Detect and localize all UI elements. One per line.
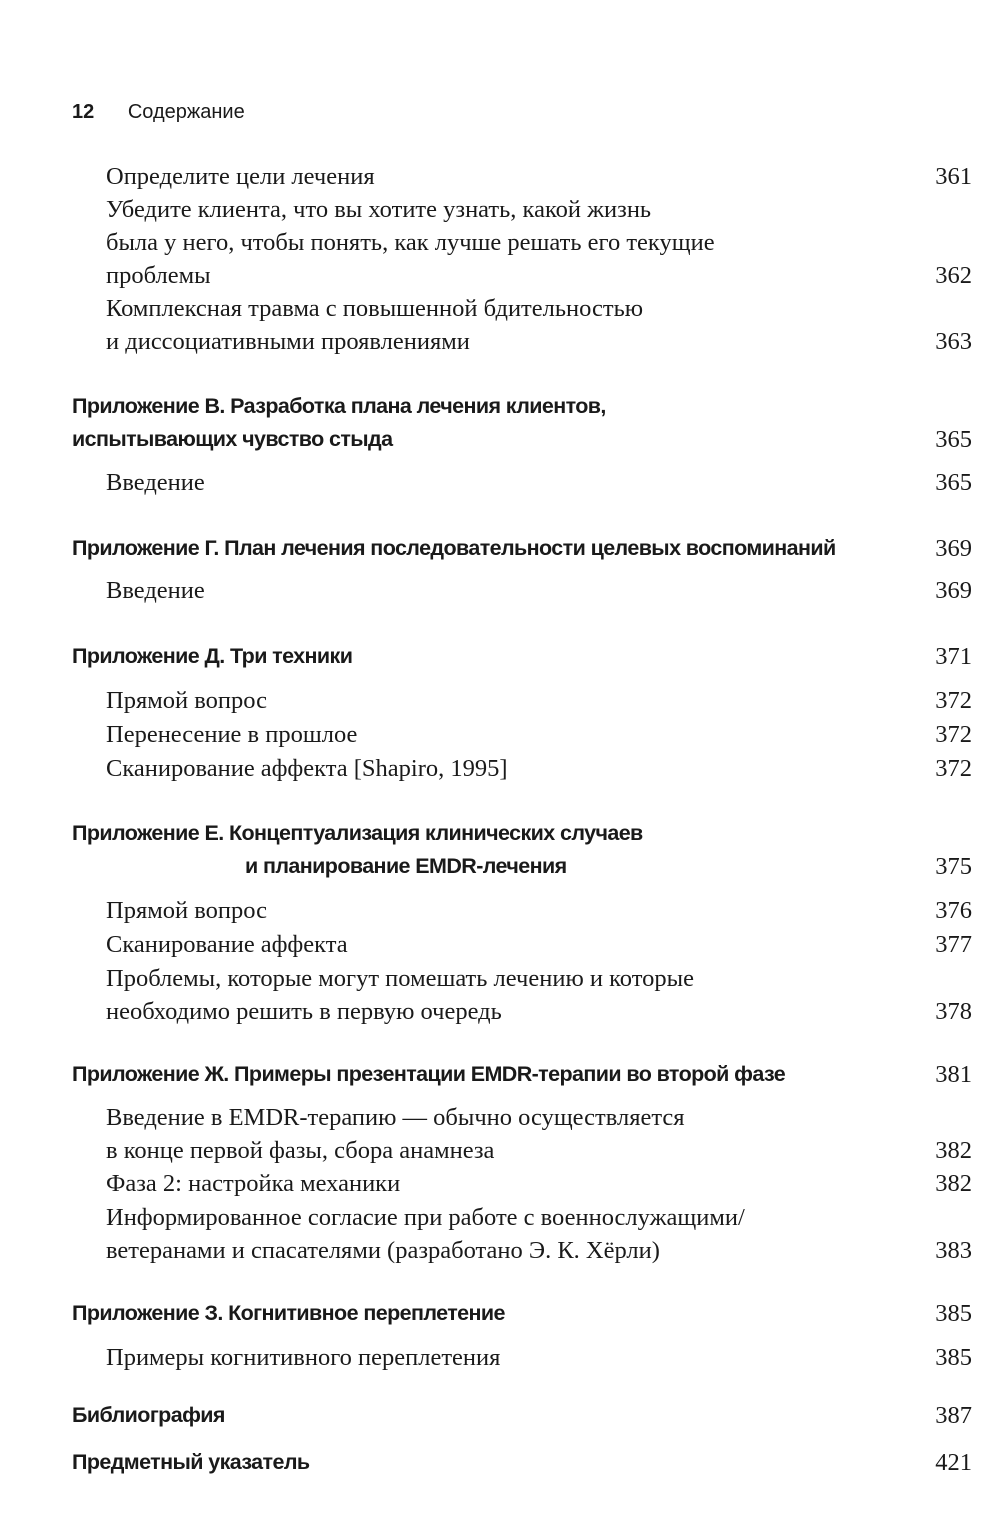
entry-page-number: 421 bbox=[935, 1449, 972, 1476]
entry-page-number: 371 bbox=[935, 643, 972, 670]
entry-page-number: 372 bbox=[935, 687, 972, 714]
entry-page-number: 382 bbox=[935, 1137, 972, 1164]
entry-title-line: Приложение З. Когнитивное переплетение bbox=[72, 1301, 505, 1325]
entry-page-number: 387 bbox=[935, 1402, 972, 1429]
entry-page-number: 381 bbox=[935, 1061, 972, 1088]
entry-title-line: Приложение Е. Концептуализация клинических случаев bbox=[72, 821, 643, 845]
entry-page-number: 372 bbox=[935, 755, 972, 782]
entry-title-line: ветеранами и спасателями (разработано Э. К. Хёрли) bbox=[106, 1237, 660, 1264]
entry-title-line: Примеры когнитивного переплетения bbox=[106, 1344, 501, 1371]
running-title: Содержание bbox=[127, 101, 245, 123]
entry-title-line: Предметный указатель bbox=[72, 1450, 310, 1474]
entry-title-line: Библиография bbox=[72, 1403, 225, 1427]
entry-title-line: Введение bbox=[106, 469, 205, 496]
entry-title-line: Сканирование аффекта bbox=[106, 931, 348, 958]
entry-page-number: 385 bbox=[935, 1344, 972, 1371]
entry-title-line: Приложение Ж. Примеры презентации EMDR-терапии во второй фазе bbox=[72, 1062, 786, 1086]
entry-title-line: Приложение В. Разработка плана лечения клиентов, bbox=[72, 394, 606, 418]
entry-title-line: Проблемы, которые могут помешать лечению и которые bbox=[106, 965, 694, 992]
entry-title-line: и планирование EMDR-лечения bbox=[245, 854, 567, 878]
entry-title-line: Фаза 2: настройка механики bbox=[106, 1170, 401, 1197]
entry-title-line: Определите цели лечения bbox=[106, 163, 375, 190]
entry-page-number: 369 bbox=[935, 577, 972, 604]
running-header bbox=[72, 101, 245, 124]
entry-page-number: 369 bbox=[935, 535, 972, 562]
entry-title-line: в конце первой фазы, сбора анамнеза bbox=[106, 1137, 495, 1164]
page-number: 12 bbox=[72, 101, 95, 123]
entry-page-number: 385 bbox=[935, 1300, 972, 1327]
entry-page-number: 375 bbox=[935, 853, 972, 880]
entry-title-line: и диссоциативными проявлениями bbox=[106, 328, 470, 355]
entry-page-number: 362 bbox=[935, 262, 972, 289]
entry-page-number: 382 bbox=[935, 1170, 972, 1197]
entry-page-number: 383 bbox=[935, 1237, 972, 1264]
entry-title-line: Введение в EMDR-терапию — обычно осуществляется bbox=[106, 1104, 685, 1131]
entry-title-line: Сканирование аффекта [Shapiro, 1995] bbox=[106, 755, 508, 782]
entry-title-line: Перенесение в прошлое bbox=[106, 721, 358, 748]
entry-title-line: Убедите клиента, что вы хотите узнать, какой жизнь bbox=[106, 196, 652, 223]
entry-title-line: проблемы bbox=[106, 262, 211, 289]
entry-title-line: Прямой вопрос bbox=[106, 687, 267, 714]
entry-page-number: 365 bbox=[935, 469, 972, 496]
entry-title-line: была у него, чтобы понять, как лучше решать его текущие bbox=[106, 229, 715, 256]
entry-title-line: Приложение Г. План лечения последовательности целевых воспоминаний bbox=[72, 536, 836, 560]
entry-title-line: Информированное согласие при работе с военнослужащими/ bbox=[106, 1204, 745, 1231]
entry-title-line: Приложение Д. Три техники bbox=[72, 644, 353, 668]
entry-title-line: Введение bbox=[106, 577, 205, 604]
entry-title-line: испытывающих чувство стыда bbox=[72, 427, 393, 451]
entry-page-number: 365 bbox=[935, 426, 972, 453]
entry-title-line: необходимо решить в первую очередь bbox=[106, 998, 502, 1025]
entry-title-line: Комплексная травма с повышенной бдительностью bbox=[106, 295, 644, 322]
entry-title-line: Прямой вопрос bbox=[106, 897, 267, 924]
entry-page-number: 361 bbox=[935, 163, 972, 190]
entry-page-number: 372 bbox=[935, 721, 972, 748]
entry-page-number: 363 bbox=[935, 328, 972, 355]
entry-page-number: 378 bbox=[935, 998, 972, 1025]
entry-page-number: 376 bbox=[935, 897, 972, 924]
entry-page-number: 377 bbox=[935, 931, 972, 958]
